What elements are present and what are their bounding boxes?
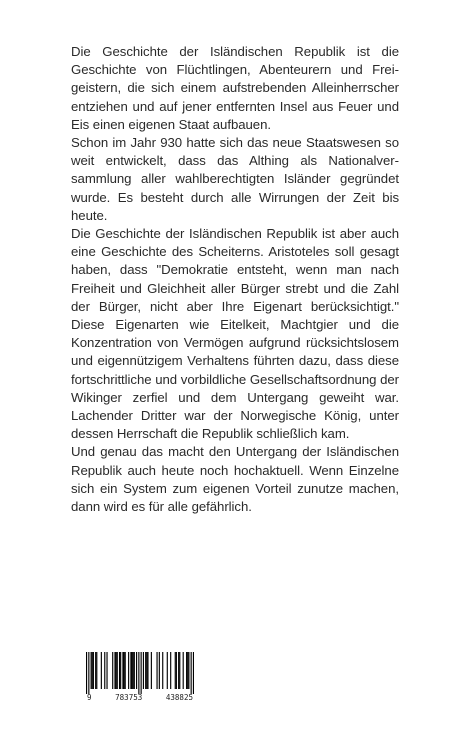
barcode-bar [130, 652, 131, 689]
paragraph-intro: Die Geschichte der Isländischen Republik ist die Geschichte von Flüchtlingen, Abenteurern und Freigeistern, die sich einem aufstrebenden Alleinherrscher entziehen und auf jener entfernten Insel aus Feuer und Eis einen eigenen Staat aufbauen. [71, 44, 399, 132]
barcode-bar [134, 652, 135, 689]
barcode-bar [176, 652, 177, 689]
barcode-bar [104, 652, 105, 689]
barcode-bar [117, 652, 118, 689]
barcode-bar [193, 652, 194, 694]
barcode-bar [147, 652, 148, 689]
back-cover-text [71, 43, 399, 516]
barcode-bar [170, 652, 171, 689]
barcode-bar [146, 652, 147, 689]
barcode-bar [122, 652, 123, 689]
barcode-bar [175, 652, 176, 689]
barcode-digit-group-left: 783753 [115, 693, 143, 702]
barcode-digits [85, 693, 195, 703]
paragraph-scheitern: Die Geschichte der Isländischen Republik ist aber auch eine Geschichte des Scheiterns. Aristoteles soll gesagt haben, dass "Demokratie entsteht, wenn man nach Freiheit und Gleichheit aller Bürger strebt und die Zahl der Bürger, nicht aber Ihre Eigenart berücksichtigt." Diese Eigenarten wie Eitelkeit, Machtgier und die Konzentration von Vermögen aufgrund rücksichtslosem und eigennützigem Verhaltens führten dazu, dass diese fortschrittliche und vorbildliche Gesellschaftsordnung der Wikinger zerfiel und dem Untergang geweiht war. Lachender Dritter war der Norwegische König, unter dessen Herrschaft die Republik schließlich kam. [71, 226, 399, 442]
barcode-bar [143, 652, 144, 689]
barcode-bar [145, 652, 146, 689]
barcode-bars [86, 652, 194, 694]
barcode-bar [186, 652, 187, 689]
barcode-bar [167, 652, 168, 689]
barcode-bar [112, 652, 113, 689]
barcode-bar [92, 652, 93, 689]
barcode-bar [95, 652, 96, 689]
barcode-bar [162, 652, 163, 689]
barcode-bar [120, 652, 121, 689]
barcode-bar [188, 652, 189, 689]
barcode-bar [187, 652, 188, 689]
barcode-bar [91, 652, 92, 689]
barcode-bar [131, 652, 132, 689]
barcode-bar [86, 652, 87, 694]
barcode-bar [128, 652, 129, 689]
barcode-bar [133, 652, 134, 689]
barcode-bar [156, 652, 157, 689]
barcode-bar [88, 652, 89, 694]
barcode-bar [114, 652, 115, 689]
barcode-bar [124, 652, 125, 689]
barcode-bar [136, 652, 137, 689]
barcode-bar [119, 652, 120, 689]
barcode-bar [183, 652, 184, 689]
barcode-bar [141, 652, 142, 694]
barcode-bar [178, 652, 179, 689]
barcode-bar [101, 652, 102, 689]
barcode-digit-group-right: 438825 [165, 693, 193, 702]
paragraph-althing: Schon im Jahr 930 hatte sich das neue Staatswesen so weit entwickelt, dass das Althing als Nationalversammlung aller wahlberechtigten Isländer gegründet wurde. Es besteht durch alle Wirrungen der Zeit bis heute. [71, 135, 399, 223]
paragraph-aktuell: Und genau das macht den Untergang der Isländischen Republik auch heute noch hochaktuell. Wenn Einzelne sich ein System zum eigenen Vorteil zunutze machen, dann wird es für alle gefährlich. [71, 444, 399, 515]
isbn-barcode [85, 652, 195, 708]
barcode-bar [151, 652, 152, 689]
barcode-bar [191, 652, 192, 694]
barcode-bar [116, 652, 117, 689]
barcode-bar [96, 652, 97, 689]
barcode-bar [106, 652, 107, 689]
barcode-digit-lead: 9 [87, 693, 92, 702]
barcode-bar [138, 652, 139, 694]
barcode-bar [125, 652, 126, 689]
barcode-bar [93, 652, 94, 689]
barcode-bar [159, 652, 160, 689]
barcode-bar [179, 652, 180, 689]
